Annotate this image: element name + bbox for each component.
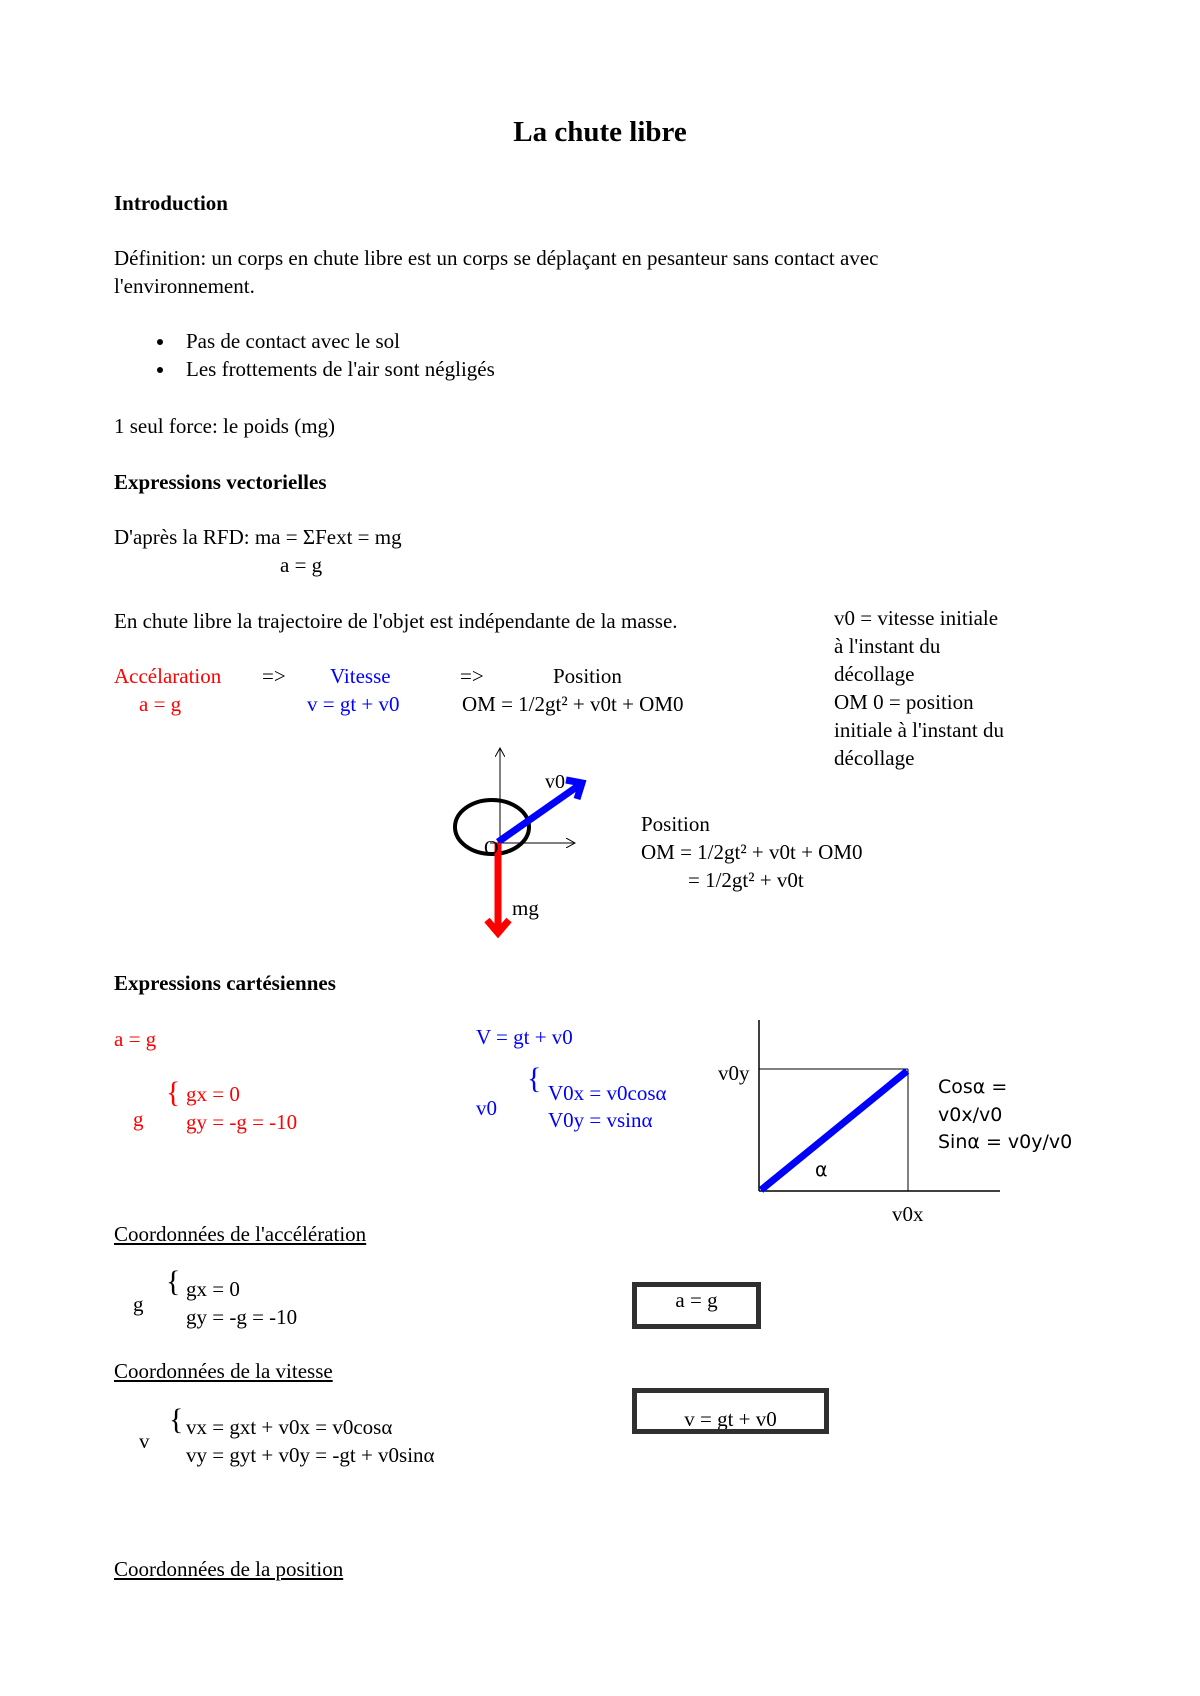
origin-label: O <box>484 837 499 859</box>
v0-vector <box>498 786 578 842</box>
cartesian-gy: gy = -g = -10 <box>186 1110 298 1134</box>
rfd-line-2: a = g <box>280 553 323 577</box>
note-line-3: décollage <box>834 662 915 686</box>
speed-label: Vitesse <box>330 664 391 688</box>
note-line-4: OM 0 = position <box>834 690 974 714</box>
coord-speed-vy: vy = gyt + v0y = -gt + v0sinα <box>186 1443 435 1467</box>
diagram-position-title: Position <box>641 812 710 836</box>
cartesian-v0-label: v0 <box>476 1096 497 1120</box>
coord-accel-gy: gy = -g = -10 <box>186 1305 298 1329</box>
cartesian-speed-eq: V = gt + v0 <box>476 1025 573 1049</box>
coord-accel-brace: { <box>166 1265 181 1298</box>
arrow-2: => <box>460 664 484 688</box>
page-title: La chute libre <box>513 116 687 148</box>
coord-speed-heading: Coordonnées de la vitesse <box>114 1359 333 1383</box>
coord-accel-gx: gx = 0 <box>186 1277 240 1301</box>
vector-heading: Expressions vectorielles <box>114 470 327 494</box>
force-statement: 1 seul force: le poids (mg) <box>114 414 336 438</box>
v0-vector-label: v0 <box>545 771 565 793</box>
mass-statement: En chute libre la trajectoire de l'objet est indépendante de la masse. <box>114 609 678 633</box>
bullet-item-2: Les frottements de l'air sont négligés <box>186 357 495 381</box>
cartesian-v0x: V0x = v0cosα <box>548 1081 667 1105</box>
accel-equation: a = g <box>139 692 182 716</box>
speed-result-text: v = gt + v0 <box>684 1407 777 1431</box>
definition-line-2: l'environnement. <box>114 274 255 298</box>
graph-cos-line-1: Cosα = <box>938 1076 1008 1098</box>
graph-v0x-label: v0x <box>892 1202 924 1226</box>
coord-accel-heading: Coordonnées de l'accélération <box>114 1222 367 1246</box>
definition-line-1: Définition: un corps en chute libre est un corps se déplaçant en pesanteur sans contact avec <box>114 246 879 270</box>
position-label: Position <box>553 664 622 688</box>
diagram-position-line-2: = 1/2gt² + v0t <box>688 868 804 892</box>
note-line-6: décollage <box>834 746 915 770</box>
diagram-position-line-1: OM = 1/2gt² + v0t + OM0 <box>641 840 863 864</box>
cartesian-v0y: V0y = vsinα <box>548 1108 653 1132</box>
note-line-5: initiale à l'instant du <box>834 718 1004 742</box>
rfd-line-1: D'après la RFD: ma = ΣFext = mg <box>114 525 402 549</box>
position-equation: OM = 1/2gt² + v0t + OM0 <box>462 692 684 716</box>
cartesian-g-brace: { <box>166 1076 181 1109</box>
coord-speed-brace: { <box>169 1403 184 1436</box>
coord-speed-v-label: v <box>139 1429 150 1453</box>
cartesian-gx: gx = 0 <box>186 1082 240 1106</box>
cartesian-g-label: g <box>133 1107 144 1131</box>
cartesian-v0-brace: { <box>527 1062 542 1095</box>
graph-v0-line <box>761 1071 907 1190</box>
cartesian-heading: Expressions cartésiennes <box>114 971 336 995</box>
coord-accel-g-label: g <box>133 1292 144 1316</box>
coord-position-heading: Coordonnées de la position <box>114 1557 344 1581</box>
accel-label: Accélaration <box>114 664 222 688</box>
note-line-2: à l'instant du <box>834 634 941 658</box>
cartesian-accel-eq: a = g <box>114 1027 157 1051</box>
note-line-1: v0 = vitesse initiale <box>834 606 999 630</box>
bullet-item-1: Pas de contact avec le sol <box>186 329 400 353</box>
speed-result-box <box>632 1388 829 1434</box>
speed-equation: v = gt + v0 <box>307 692 400 716</box>
coord-speed-vx: vx = gxt + v0x = v0cosα <box>186 1415 393 1439</box>
graph-v0y-label: v0y <box>718 1061 750 1085</box>
graph-alpha-label: α <box>815 1159 828 1181</box>
intro-heading: Introduction <box>114 191 228 215</box>
accel-result-text: a = g <box>675 1288 718 1312</box>
mg-label: mg <box>512 896 539 920</box>
graph-sin-line: Sinα = v0y/v0 <box>938 1131 1073 1153</box>
graph-cos-line-2: v0x/v0 <box>938 1104 1003 1126</box>
arrow-1: => <box>262 664 286 688</box>
